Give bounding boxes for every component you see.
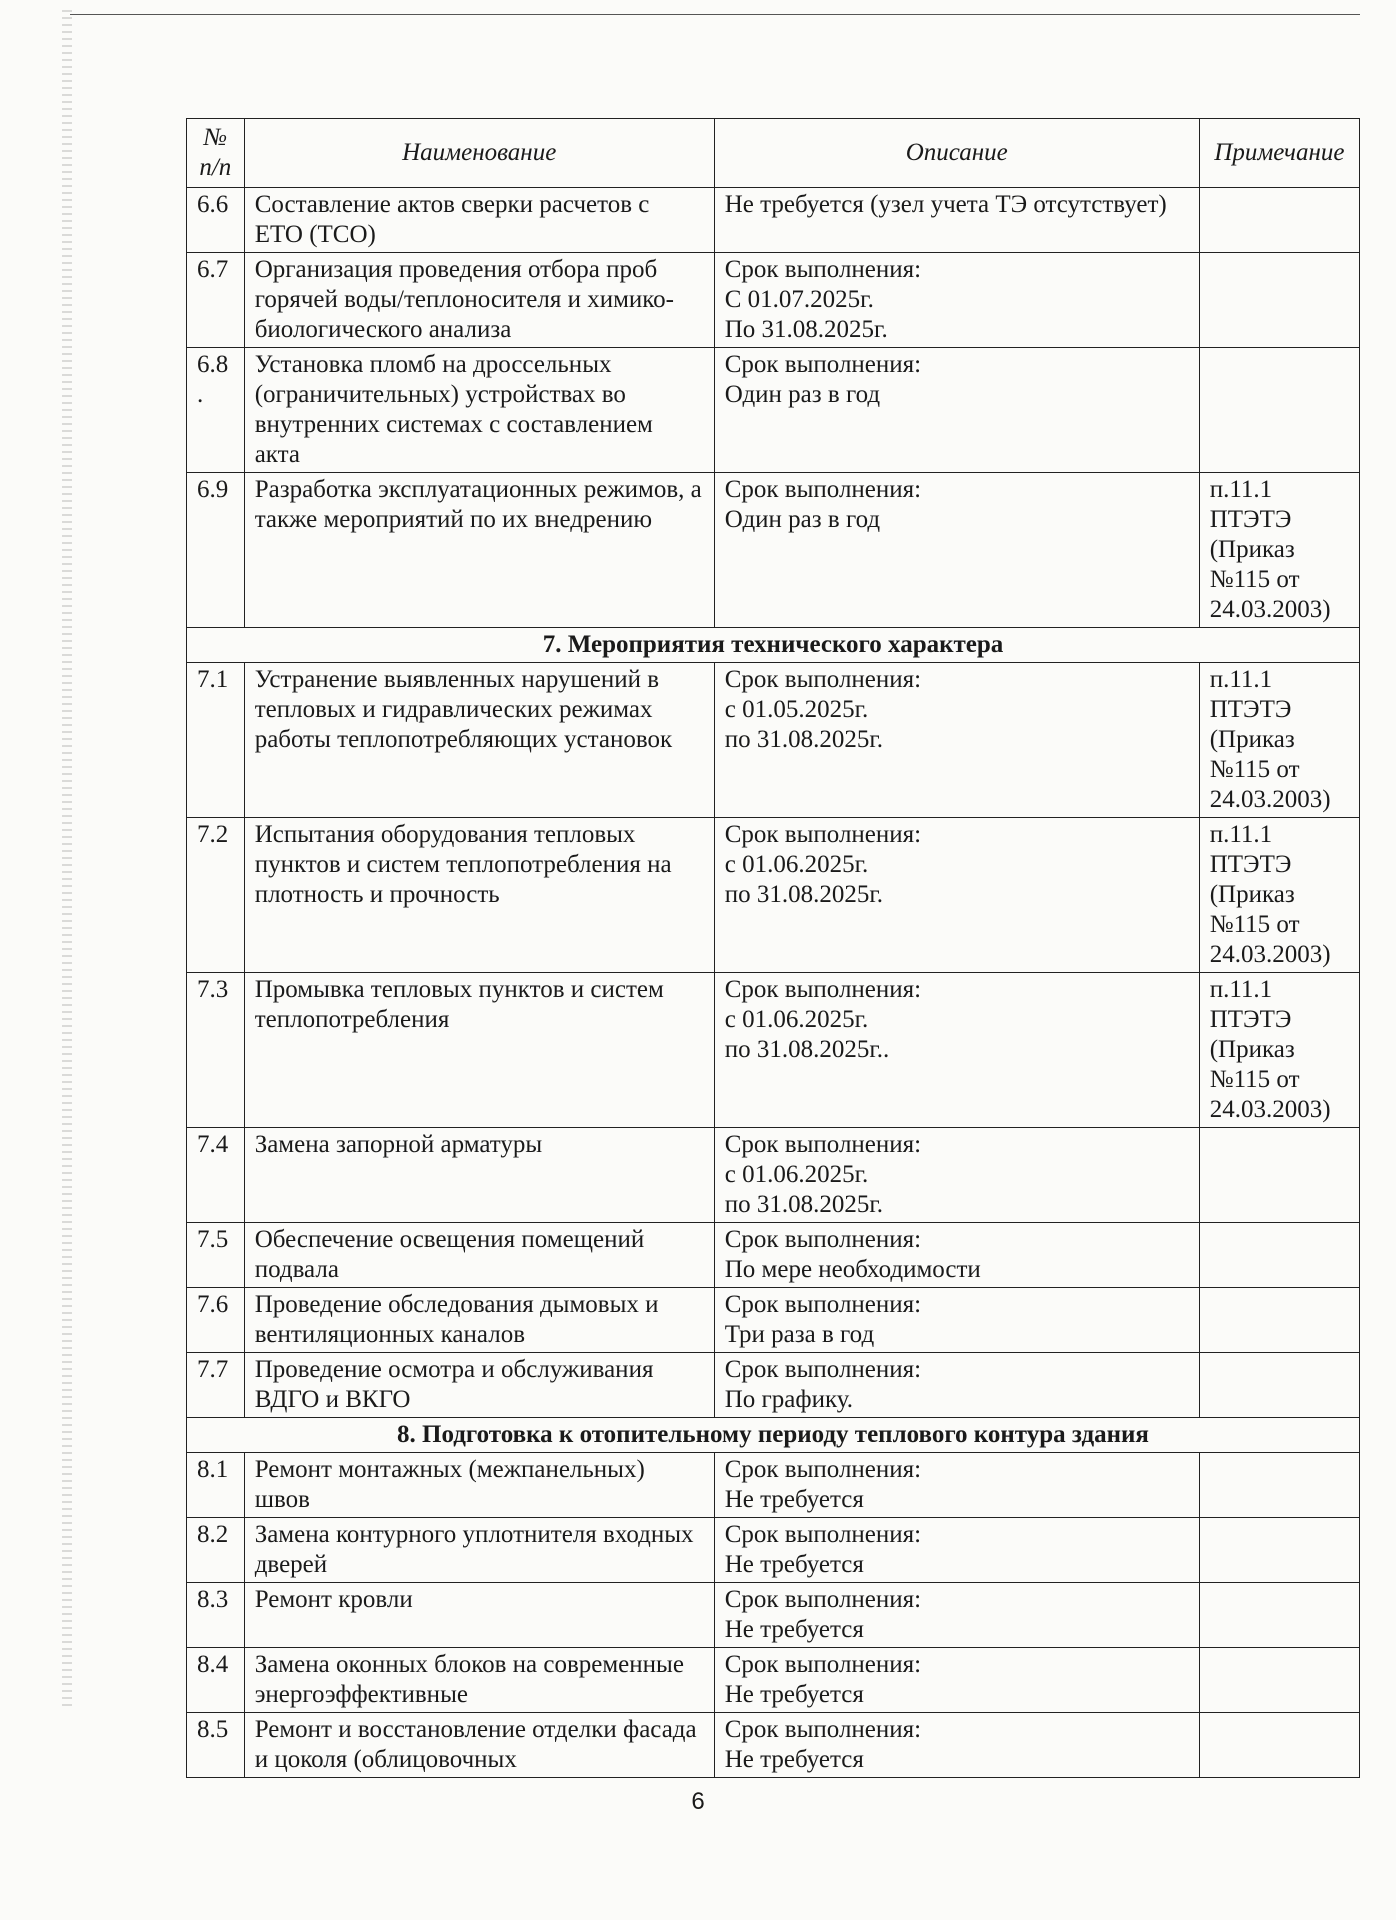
page-number: 6 [691,1788,705,1815]
row-note: п.11.1 ПТЭТЭ (Приказ №115 от 24.03.2003) [1199,973,1359,1128]
section-7-title: 7. Мероприятия технического характера [187,628,1360,663]
row-name: Обеспечение освещения помещений подвала [244,1223,714,1288]
row-note [1199,1223,1359,1288]
row-note [1199,1583,1359,1648]
table-row [187,1518,1360,1583]
row-name: Замена контурного уплотнителя входных дверей [244,1518,714,1583]
row-number: 7.3 [187,973,245,1128]
row-description: Срок выполнения: Три раза в год [714,1288,1199,1353]
row-number: 7.2 [187,818,245,973]
row-number: 8.5 [187,1713,245,1778]
section-6-rows [187,188,1360,628]
table-row [187,1288,1360,1353]
row-name: Составление актов сверки расчетов с ЕТО (ТСО) [244,188,714,253]
row-description: Срок выполнения: С 01.07.2025г. По 31.08.2025г. [714,253,1199,348]
row-description: Срок выполнения: с 01.06.2025г. по 31.08.2025г.. [714,973,1199,1128]
row-description: Срок выполнения: Не требуется [714,1518,1199,1583]
row-note [1199,1518,1359,1583]
row-name: Ремонт монтажных (межпанельных) швов [244,1453,714,1518]
header-num: № п/п [187,119,245,188]
plan-table [186,118,1360,1778]
row-description: Срок выполнения: с 01.06.2025г. по 31.08.2025г. [714,1128,1199,1223]
row-description: Срок выполнения: с 01.05.2025г. по 31.08.2025г. [714,663,1199,818]
section-8-row [187,1418,1360,1453]
row-name: Ремонт кровли [244,1583,714,1648]
row-name: Испытания оборудования тепловых пунктов и систем теплопотребления на плотность и прочность [244,818,714,973]
row-name: Промывка тепловых пунктов и систем теплопотребления [244,973,714,1128]
table-row [187,1128,1360,1223]
row-note [1199,253,1359,348]
row-note [1199,1713,1359,1778]
scan-top-line [70,14,1360,15]
header-desc: Описание [714,119,1199,188]
row-number: 7.1 [187,663,245,818]
header-note: Примечание [1199,119,1359,188]
row-number: 7.7 [187,1353,245,1418]
row-description: Срок выполнения: По графику. [714,1353,1199,1418]
row-description: Срок выполнения: Один раз в год [714,348,1199,473]
section-7 [187,628,1360,663]
row-number: 7.5 [187,1223,245,1288]
row-name: Установка пломб на дроссельных (ограничительных) устройствах во внутренних системах с составлением акта [244,348,714,473]
table-row [187,1713,1360,1778]
row-note [1199,188,1359,253]
row-number: 6.9 [187,473,245,628]
table-row [187,1648,1360,1713]
row-name: Проведение обследования дымовых и вентиляционных каналов [244,1288,714,1353]
row-number: 6.7 [187,253,245,348]
table-row [187,1223,1360,1288]
row-note [1199,1648,1359,1713]
table-row [187,818,1360,973]
table-row [187,973,1360,1128]
row-name: Проведение осмотра и обслуживания ВДГО и ВКГО [244,1353,714,1418]
row-note [1199,1288,1359,1353]
row-note [1199,1128,1359,1223]
section-8-rows [187,1453,1360,1778]
row-description: Срок выполнения: Не требуется [714,1583,1199,1648]
table-row [187,663,1360,818]
row-number: 7.4 [187,1128,245,1223]
section-8 [187,1418,1360,1453]
row-name: Замена оконных блоков на современные энергоэффективные [244,1648,714,1713]
row-name: Разработка эксплуатационных режимов, а также мероприятий по их внедрению [244,473,714,628]
row-name: Организация проведения отбора проб горячей воды/теплоносителя и химико-биологического анализа [244,253,714,348]
row-number: 8.2 [187,1518,245,1583]
row-note: п.11.1 ПТЭТЭ (Приказ №115 от 24.03.2003) [1199,663,1359,818]
row-number: 8.4 [187,1648,245,1713]
row-name: Ремонт и восстановление отделки фасада и цоколя (облицовочных [244,1713,714,1778]
row-description: Срок выполнения: Один раз в год [714,473,1199,628]
row-number: 8.3 [187,1583,245,1648]
section-8-title: 8. Подготовка к отопительному периоду теплового контура здания [187,1418,1360,1453]
table-row [187,253,1360,348]
row-number: 8.1 [187,1453,245,1518]
section-7-rows [187,663,1360,1418]
row-description: Срок выполнения: с 01.06.2025г. по 31.08.2025г. [714,818,1199,973]
row-note [1199,348,1359,473]
table-row [187,473,1360,628]
row-description: Не требуется (узел учета ТЭ отсутствует) [714,188,1199,253]
table-row [187,1453,1360,1518]
row-description: Срок выполнения: Не требуется [714,1648,1199,1713]
section-7-row [187,628,1360,663]
header-name: Наименование [244,119,714,188]
row-number: 6.6 [187,188,245,253]
table-row [187,1353,1360,1418]
row-number: 7.6 [187,1288,245,1353]
row-name: Замена запорной арматуры [244,1128,714,1223]
row-note: п.11.1 ПТЭТЭ (Приказ №115 от 24.03.2003) [1199,818,1359,973]
table-row [187,188,1360,253]
table-row [187,348,1360,473]
table-header-row [187,119,1360,188]
row-description: Срок выполнения: Не требуется [714,1453,1199,1518]
table-row [187,1583,1360,1648]
row-note [1199,1353,1359,1418]
row-number: 6.8. [187,348,245,473]
row-note [1199,1453,1359,1518]
row-note: п.11.1 ПТЭТЭ (Приказ №115 от 24.03.2003) [1199,473,1359,628]
row-name: Устранение выявленных нарушений в тепловых и гидравлических режимах работы теплопотребляющих установок [244,663,714,818]
scan-edge-artifact [62,10,72,1710]
row-description: Срок выполнения: По мере необходимости [714,1223,1199,1288]
row-description: Срок выполнения: Не требуется [714,1713,1199,1778]
